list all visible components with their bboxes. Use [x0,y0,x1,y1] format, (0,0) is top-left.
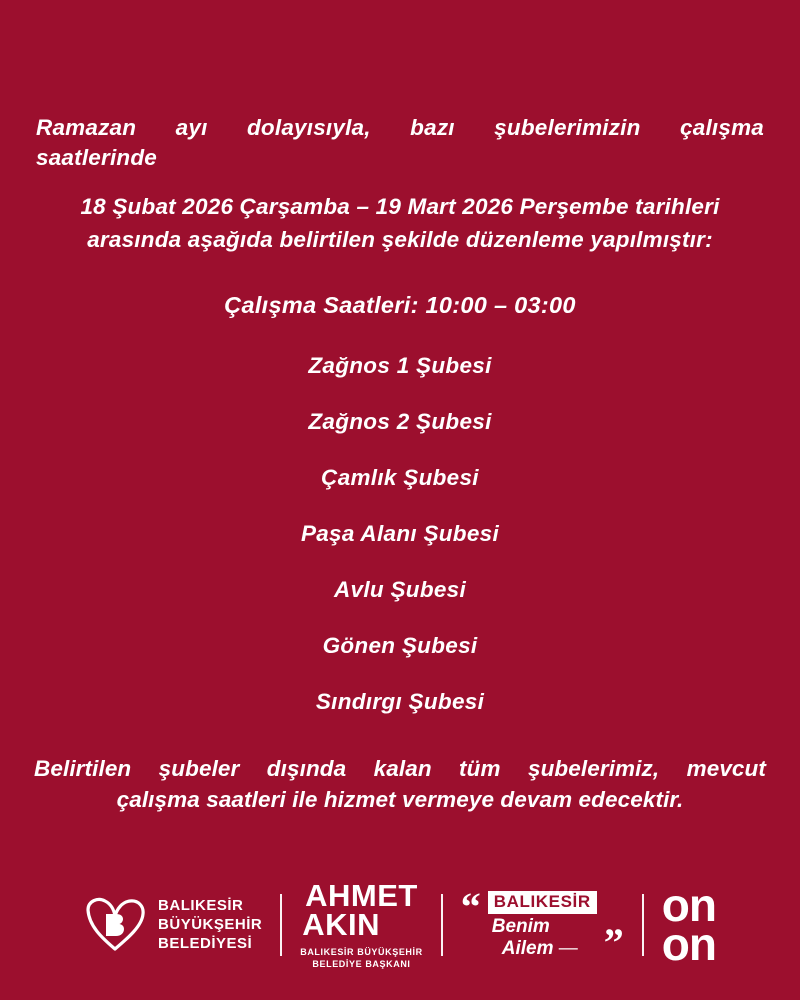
slogan-logo [460,884,624,965]
municipality-name [158,896,262,954]
mayor-title-line-2: BELEDİYE BAŞKANI [312,958,411,969]
list-item: Avlu Şubesi [333,576,467,602]
footnote-line-1: Belirtilen şubeler dışında kalan tüm şubelerimiz, mevcut [34,755,766,781]
quote-close-icon: ” [603,919,624,965]
intro-line-1: Ramazan ayı dolayısıyla, bazı şubelerimizin çalışma [36,115,764,140]
municipality-logo-block [66,896,280,954]
municipality-line-2: BÜYÜKŞEHİR [158,916,263,934]
mayor-title [300,946,423,970]
mayor-name-line-1: AHMET [305,877,418,913]
list-item: Gönen Şubesi [322,632,478,658]
list-item: Zağnos 2 Şubesi [308,408,492,434]
intro-paragraph [28,112,772,256]
footer-logos [28,877,772,970]
intro-line-2: 18 Şubat 2026 Çarşamba – 19 Mart 2026 Perşembe tarihleri [80,193,720,219]
footnote-paragraph [28,753,772,817]
list-item: Paşa Alanı Şubesi [300,520,500,546]
divider [642,894,644,956]
slogan-dash: — [558,937,578,959]
quote-open-icon: “ [460,884,481,929]
list-item: Çamlık Şubesi [321,464,479,490]
working-hours: Çalışma Saatleri: 10:00 – 03:00 [224,291,576,318]
mayor-title-line-1: BALIKESİR BÜYÜKŞEHİR [300,946,423,957]
slogan-text [488,891,597,959]
heart-b-logo-icon [84,896,146,954]
municipality-line-1: BALIKESİR [158,897,244,915]
mayor-name-line-2: AKIN [302,906,380,942]
intro-line-3: arasında aşağıda belirtilen şekilde düzenleme yapılmıştır: [87,226,713,252]
slogan-logo-block [443,884,642,965]
municipality-line-3: BELEDİYESİ [158,935,253,953]
onon-line-2: on [661,917,716,970]
slogan-line-2: Benim [491,915,550,937]
onon-logo [661,879,716,970]
top-spacer [28,0,772,112]
onon-line-1: on [661,879,716,932]
municipality-logo [84,896,262,954]
divider [441,894,443,956]
mayor-signature [300,877,423,970]
branch-list [28,353,772,745]
footnote-line-2: çalışma saatleri ile hizmet vermeye devam edecektir. [116,787,684,813]
onon-logo-block [644,879,734,970]
list-item: Zağnos 1 Şubesi [308,352,492,378]
slogan-line-3: Ailem — [501,937,578,959]
list-item: Sındırgı Şubesi [315,688,485,714]
intro-line-1b: saatlerinde [36,144,158,170]
mayor-logo-block [282,877,441,970]
slogan-line-1: BALIKESİR [488,891,597,914]
divider [280,894,282,956]
